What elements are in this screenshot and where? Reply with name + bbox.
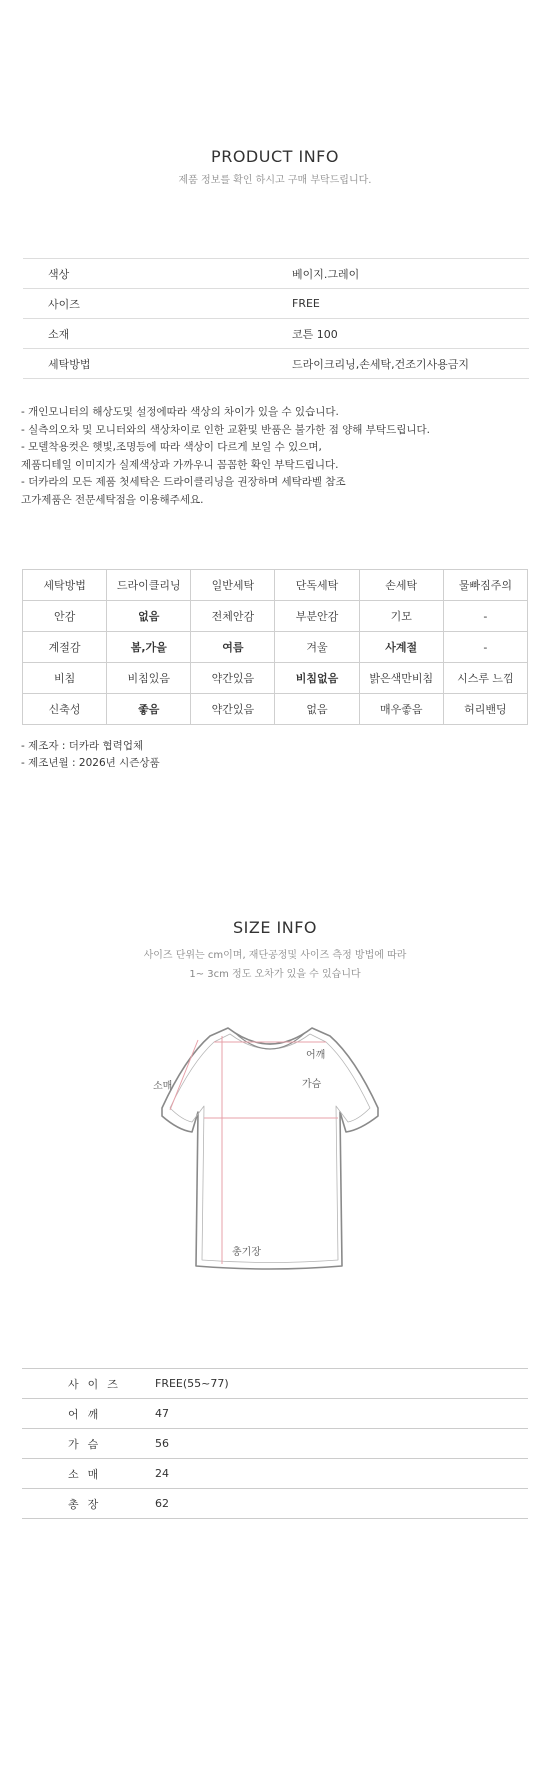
table-row [23,289,529,319]
table-row [22,1489,528,1519]
care-row [23,694,528,725]
table-row [22,1369,528,1399]
care-cell: 일반세탁 [191,570,275,601]
info-value-size: FREE [292,289,529,319]
care-cell: 신축성 [23,694,107,725]
care-cell: 세탁방법 [23,570,107,601]
care-cell: 기모 [359,601,443,632]
care-cell: 전체안감 [191,601,275,632]
notice-list [21,404,531,509]
care-cell: 물빠짐주의 [443,570,527,601]
size-table [22,1368,528,1519]
care-cell: 봄,가을 [107,632,191,663]
tshirt-outline-icon [150,1020,390,1280]
sleeve-row-label: 소매 [22,1459,155,1489]
notice-line: - 실측의오차 및 모니터와의 색상차이로 인한 교환및 반품은 불가한 점 양해 부탁드립니다. [21,423,430,436]
care-cell: 없음 [107,601,191,632]
chest-value: 56 [155,1429,528,1459]
sleeve-value: 24 [155,1459,528,1489]
product-info-subtitle: 제품 정보를 확인 하시고 구매 부탁드립니다. [178,175,372,186]
sleeve-label: 소매 [153,1081,173,1092]
notice-line: - 모델착용컷은 햇빛,조명등에 따라 색상이 다르게 보일 수 있으며, [21,441,322,453]
care-cell: 허리밴딩 [443,694,527,725]
info-value-wash: 드라이크리닝,손세탁,건조기사용금지 [292,349,529,379]
shoulder-value: 47 [155,1399,528,1429]
care-row [23,632,528,663]
size-info-subtitle-1: 사이즈 단위는 cm이며, 재단공정및 사이즈 측정 방법에 따라 [143,950,407,961]
shoulder-label: 어깨 [306,1050,326,1061]
care-cell: 약간있음 [191,663,275,694]
info-value-material: 코튼 100 [292,319,529,349]
chest-label: 가슴 [302,1079,322,1090]
length-label: 총기장 [232,1247,261,1258]
notice-line: 고가제품은 전문세탁점을 이용해주세요. [21,493,204,506]
table-row [23,349,529,379]
care-cell: 계절감 [23,632,107,663]
care-cell: 비침없음 [275,663,359,694]
care-cell: 여름 [191,632,275,663]
care-cell: 좋음 [107,694,191,725]
table-row [23,259,529,289]
info-value-color: 베이지.그레이 [292,259,529,289]
length-value: 62 [155,1489,528,1519]
shoulder-row-label: 어깨 [22,1399,155,1429]
care-cell: 겨울 [275,632,359,663]
care-cell: 안감 [23,601,107,632]
info-label-size: 사이즈 [23,289,292,319]
care-cell: 비침있음 [107,663,191,694]
care-cell: 단독세탁 [275,570,359,601]
length-row-label: 총장 [22,1489,155,1519]
care-cell: - [443,601,527,632]
info-label-color: 색상 [23,259,292,289]
care-cell: 손세탁 [359,570,443,601]
notice-line: - 개인모니터의 해상도및 설정에따라 색상의 차이가 있을 수 있습니다. [21,406,339,418]
care-cell: 없음 [275,694,359,725]
care-cell: 부분안감 [275,601,359,632]
table-row [22,1459,528,1489]
care-row [23,570,528,601]
info-label-material: 소재 [23,319,292,349]
care-cell: 밝은색만비침 [359,663,443,694]
care-cell: 시스루 느낌 [443,663,527,694]
care-cell: 약간있음 [191,694,275,725]
info-label-wash: 세탁방법 [23,349,292,379]
care-cell: 사계절 [359,632,443,663]
care-row [23,601,528,632]
manufacture-date-line: - 제조년월 : 2026년 시즌상품 [21,757,160,769]
care-cell: - [443,632,527,663]
care-cell: 드라이클리닝 [107,570,191,601]
size-info-subtitle-2: 1~ 3cm 정도 오차가 있을 수 있습니다 [189,969,361,980]
chest-row-label: 가슴 [22,1429,155,1459]
size-info-title: SIZE INFO [232,918,317,937]
care-cell: 매우좋음 [359,694,443,725]
table-row [22,1429,528,1459]
maker-line: - 제조자 : 더카라 협력업체 [21,740,144,752]
size-value: FREE(55~77) [155,1369,528,1399]
table-row [22,1399,528,1429]
size-label: 사이즈 [22,1369,155,1399]
notice-line: - 더카라의 모든 제품 첫세탁은 드라이클리닝을 권장하며 세탁라벨 참조 [21,476,346,488]
table-row [23,319,529,349]
notice-line: 제품디테일 이미지가 실제색상과 가까우니 꼼꼼한 확인 부탁드립니다. [21,458,339,471]
care-row [23,663,528,694]
product-info-table [23,258,529,379]
product-info-title: PRODUCT INFO [211,147,339,166]
care-table [22,569,528,725]
maker-info [21,738,160,772]
care-cell: 비침 [23,663,107,694]
